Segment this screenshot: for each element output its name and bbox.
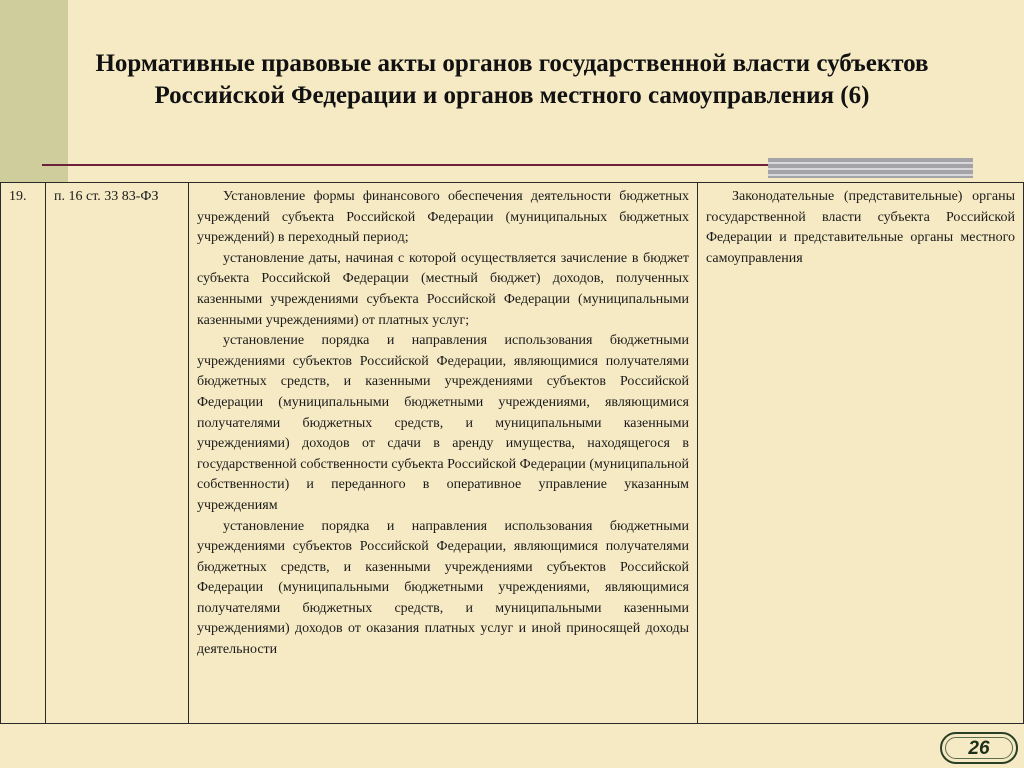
powers-description — [189, 183, 698, 724]
law-reference: п. 16 ст. 33 83-ФЗ — [46, 183, 189, 724]
row-number: 19. — [1, 183, 46, 724]
description-paragraph: установление даты, начиная с которой осуществляется зачисление в бюджет субъекта Российской Федерации (местный бюджет) доходов, полученных казенными учреждениями субъекта Российской Федерации (муниципальными казенными учреждениями) от платных услуг; — [197, 250, 689, 328]
page-number-badge — [940, 732, 1018, 764]
description-paragraph: Установление формы финансового обеспечения деятельности бюджетных учреждений субъекта Российской Федерации (муниципальных бюджетных учреждений) в переходный период; — [197, 189, 689, 246]
description-paragraph: установление порядка и направления использования бюджетными учреждениями субъектов Российской Федерации, являющимися получателями бюджетных средств, и казенными учреждениями субъектов Российской Федерации (муниципальными бюджетными учреждениями, являющимися получателями бюджетных средств, и муниципальными казенными учреждениями) доходов от оказания платных услуг и иной приносящей доходы деятельности — [197, 518, 689, 658]
description-paragraph: установление порядка и направления использования бюджетными учреждениями субъектов Российской Федерации, являющимися получателями бюджетных средств, и казенными учреждениями субъектов Российской Федерации (муниципальными бюджетными учреждениями, являющимися получателями бюджетных средств, и муниципальными казенными учреждениями) доходов от сдачи в аренду имущества, находящегося в государственной собственности субъекта Российской Федерации (муниципальной собственности) и переданного в оперативное управление указанным учреждениям — [197, 333, 689, 513]
authority-body-text: Законодательные (представительные) органы государственной власти субъекта Российской Федерации и представительные органы местного самоуправления — [706, 189, 1015, 266]
slide-title: Нормативные правовые акты органов государственной власти субъектов Российской Федерации и органов местного самоуправления (6) — [95, 50, 929, 109]
accent-stripe-bar — [768, 158, 973, 178]
authority-body — [698, 183, 1024, 724]
page-number: 26 — [945, 737, 1013, 759]
acts-table — [0, 182, 1024, 724]
table-row — [1, 183, 1024, 724]
